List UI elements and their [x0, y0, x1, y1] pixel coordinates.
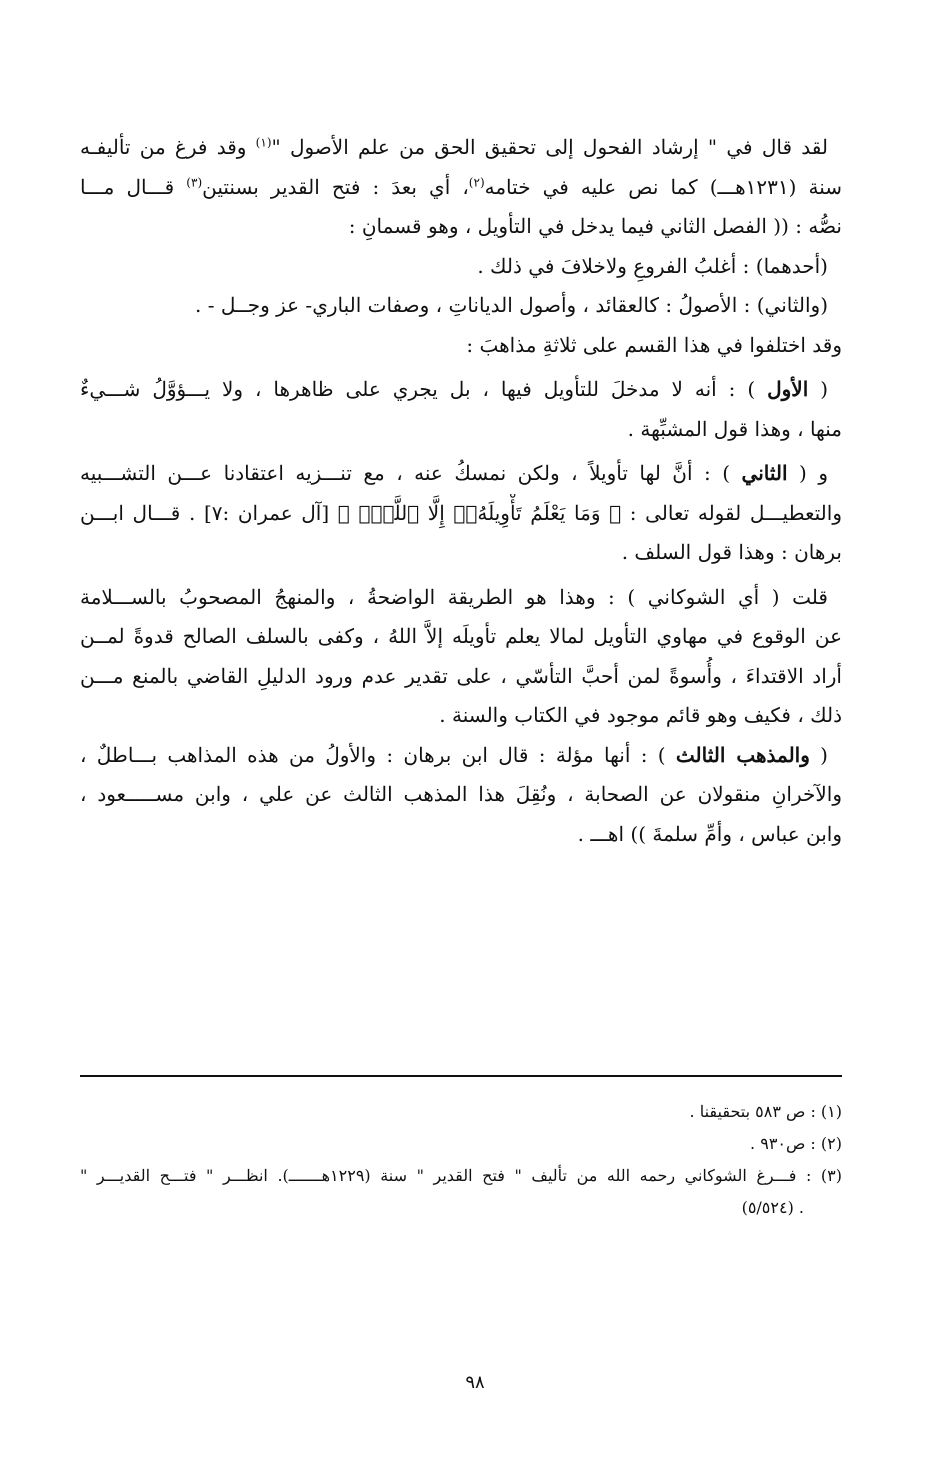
footnote-2: (٢) : ص٩٣٠ .	[750, 1134, 842, 1153]
text-run: وقد فرغ من تأليفـه	[80, 135, 256, 159]
text-line: والآخرانِ منقولان عن الصحابة ، ونُقِلَ هذا المذهب الثالث عن علي ، وابن مســـــعود ،	[80, 782, 842, 806]
footnote-ref-2: (٢)	[468, 174, 485, 189]
footnote-3-continuation: . (٥/٥٢٤)	[741, 1198, 804, 1217]
text-run: لقد قال في " إرشاد الفحول إلى تحقيق الحق من علم الأصول "	[271, 135, 828, 159]
text-line	[80, 370, 842, 410]
text-run: سنة (١٢٣١هـــ) كما نص عليه في ختامه	[484, 174, 842, 199]
text-run: ) : أنها مؤلة : قال ابن برهان : والأولُ من هذه المذاهب بـــاطلٌ ،	[80, 742, 676, 767]
text-line: (أحدهما) : أغلبُ الفروعِ ولاخلافَ في ذلك .	[477, 253, 828, 278]
footnote-3: (٣) : فـــرغ الشوكاني رحمه الله من تأليف " فتح القدير " سنة (١٢٢٩هـــــــ). انظـــر " فتـــح القديـــر "	[80, 1166, 842, 1185]
text-run: قـــال مـــا	[80, 174, 187, 199]
bold-label: والمذهب الثالث	[675, 742, 810, 767]
text-line: ذلك ، فكيف وهو قائم موجود في الكتاب والسنة .	[439, 703, 842, 727]
text-run: ، أي بعدَ : فتح القدير بسنتين	[202, 174, 469, 199]
text-line: والتعطيـــل لقوله تعالى : ﴿ وَمَا يَعْلَمُ تَأْوِيلَهُۥٓ إِلَّا ٱللَّهُۗ ﴾ [آل عمران :٧] . قـــال ابـــن	[80, 500, 842, 525]
text-line: نصُّه : (( الفصل الثاني فيما يدخل في التأويل ، وهو قسمانِ :	[348, 214, 842, 238]
text-line: برهان : وهذا قول السلف .	[621, 540, 842, 564]
footnote-divider	[80, 1075, 842, 1077]
footnote-ref-1: (١)	[255, 135, 272, 150]
text-line: وابن عباس ، وأمِّ سلمةَ )) اهـــ .	[577, 821, 842, 846]
bold-label: الأول	[767, 377, 809, 401]
text-line	[80, 454, 842, 494]
text-line: (والثاني) : الأصولُ : كالعقائد ، وأصول الدياناتِ ، وصفات الباري- عز وجــل - .	[195, 293, 828, 317]
text-line: عن الوقوع في مهاوي التأويل لمالا يعلم تأويلَه إلاَّ اللهُ ، وكفى بالسلف الصالح قدوةً لمــن	[80, 624, 842, 648]
text-run: و (	[787, 461, 828, 485]
page-number: ٩٨	[465, 1372, 485, 1393]
text-run: (	[809, 742, 828, 767]
main-text	[80, 128, 842, 854]
text-line: أراد الاقتداءَ ، وأُسوةً لمن أحبَّ التأسّي ، على تقدير عدم ورود الدليلِ القاضي بالمنع مـــن	[80, 663, 842, 688]
footnote-ref-3: (٣)	[186, 174, 203, 189]
bold-label: الثاني	[741, 461, 788, 485]
text-line: قلت ( أي الشوكاني ) : وهذا هو الطريقة الواضحةُ ، والمنهجُ المصحوبُ بالســـلامة	[80, 584, 828, 609]
text-line	[80, 128, 842, 168]
text-line: منها ، وهذا قول المشبِّهة .	[627, 416, 842, 441]
footnotes	[80, 1096, 842, 1224]
text-run: ) : أنَّ لها تأويلاً ، ولكن نمسكُ عنه ، مع تنـــزيه اعتقادنا عـــن التشـــبيه	[80, 461, 742, 485]
text-line	[80, 736, 842, 776]
footnote-1: (١) : ص ٥٨٣ بتحقيقنا .	[689, 1102, 842, 1121]
text-run: (	[808, 377, 828, 401]
text-run: ) : أنه لا مدخلَ للتأويل فيها ، بل يجري على ظاهرها ، ولا يـــؤوَّلُ شـــيءٌ	[80, 377, 768, 401]
text-line	[80, 168, 842, 208]
text-line: وقد اختلفوا في هذا القسم على ثلاثةِ مذاهبَ :	[466, 332, 842, 357]
